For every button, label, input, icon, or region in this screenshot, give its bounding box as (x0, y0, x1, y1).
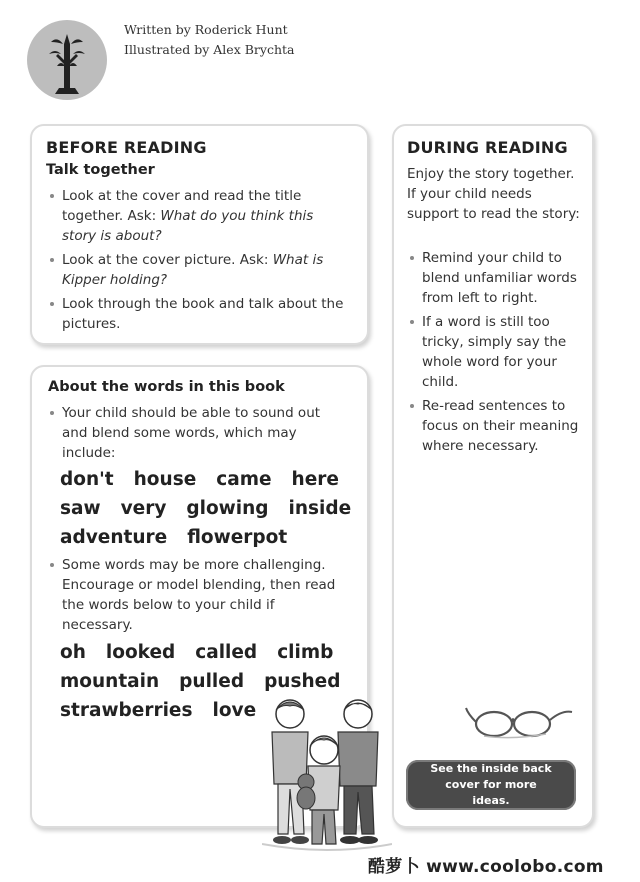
list-item: Some words may be more challenging. Encourage or model blending, then read the words below to your child if necessary. (48, 555, 348, 635)
word-row (60, 494, 371, 523)
tree-logo-icon (27, 20, 107, 100)
list-item: Look at the cover and read the title together. Ask: What do you think this story is about? (48, 186, 348, 246)
word: oh (60, 642, 86, 663)
word: love (212, 700, 257, 721)
word: pushed (264, 671, 341, 692)
watermark: 酷萝卜 www.coolobo.com (368, 857, 604, 877)
inside-back-cover-note: See the inside back cover for more ideas. (406, 760, 576, 810)
about-words-intro (48, 403, 338, 467)
word: glowing (186, 498, 269, 519)
word-row (60, 465, 371, 494)
list-item: Look through the book and talk about the pictures. (48, 294, 348, 334)
word: looked (105, 642, 176, 663)
before-reading-panel (30, 124, 369, 345)
before-reading-bullets (48, 186, 348, 338)
decodable-words (60, 465, 371, 552)
word: inside (288, 498, 352, 519)
during-reading-intro: Enjoy the story together. If your child needs support to read the story: (407, 166, 580, 222)
list-item: Your child should be able to sound out and blend some words, which may include: (48, 403, 338, 463)
word: flowerpot (187, 527, 288, 548)
credits (124, 20, 294, 60)
talk-together-subtitle: Talk together (46, 162, 155, 178)
during-reading-title: DURING READING (407, 138, 568, 157)
word: house (133, 469, 197, 490)
word-row (60, 667, 360, 696)
word: don't (60, 469, 114, 490)
word-row (60, 638, 360, 667)
challenge-intro (48, 555, 348, 639)
list-item: If a word is still too tricky, simply say the whole word for your child. (408, 312, 584, 392)
glasses-icon (462, 700, 574, 742)
during-reading-bullets (408, 248, 584, 460)
word: very (120, 498, 167, 519)
before-reading-title: BEFORE READING (46, 138, 207, 157)
word: here (291, 469, 339, 490)
word: climb (277, 642, 334, 663)
word: saw (60, 498, 101, 519)
author-credit: Written by Roderick Hunt (124, 22, 288, 37)
word-row (60, 523, 371, 552)
children-illustration-icon (262, 694, 392, 854)
about-words-title: About the words in this book (48, 379, 285, 395)
word: called (195, 642, 258, 663)
list-item: Remind your child to blend unfamiliar words from left to right. (408, 248, 584, 308)
word: pulled (179, 671, 245, 692)
word: came (216, 469, 272, 490)
word: strawberries (60, 700, 193, 721)
list-item: Re-read sentences to focus on their meaning where necessary. (408, 396, 584, 456)
list-item: Look at the cover picture. Ask: What is Kipper holding? (48, 250, 348, 290)
word: adventure (60, 527, 168, 548)
word: mountain (60, 671, 160, 692)
illustrator-credit: Illustrated by Alex Brychta (124, 42, 295, 57)
